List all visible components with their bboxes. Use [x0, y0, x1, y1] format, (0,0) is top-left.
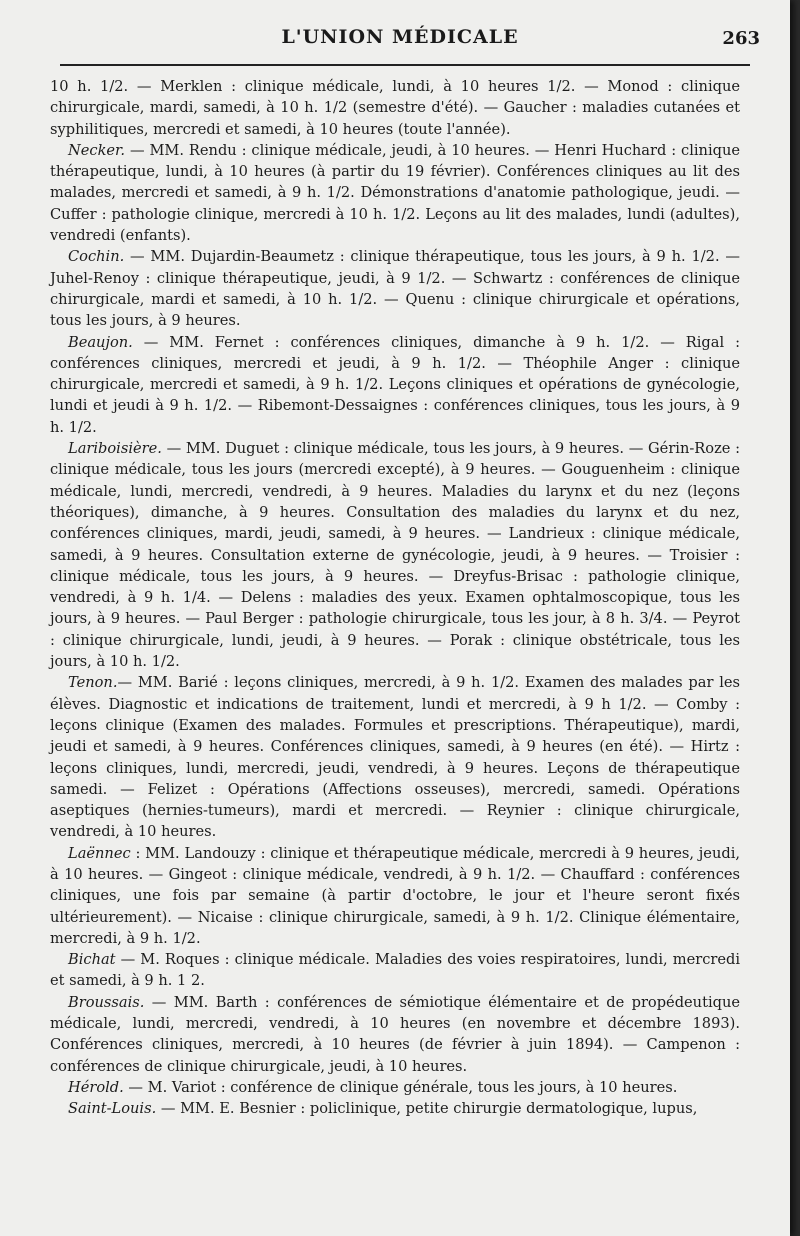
paragraph: [50, 140, 740, 246]
page-header: [40, 22, 760, 52]
hospital-name: Bichat: [68, 951, 116, 969]
paragraph: [50, 843, 740, 949]
paragraph: [50, 76, 740, 140]
hospital-name: Saint-Louis.: [68, 1100, 157, 1118]
paragraph-text: — MM. Dujardin-Beaumetz : clinique thérapeutique, tous les jours, à 9 h. 1/2. — Juhel-Renoy : clinique thérapeutique, jeudi, à 9 1/2. — Schwartz : conférences de clinique chirurgicale, mardi et samedi, à 10 h. 1/2. — Quenu : clinique chirurgicale et opérations, tous les jours, à 9 heures.: [50, 248, 740, 330]
paragraph-text: — MM. Duguet : clinique médicale, tous les jours, à 9 heures. — Gérin-Roze : clinique médicale, tous les jours (mercredi excepté), à 9 heures. — Gouguenheim : clinique médicale, lundi, mercredi, vendredi, à 9 heures. Maladies du larynx et du nez (leçons théoriques), dimanche, à 9 heures. Consultation des maladies du larynx et du nez, conférences cliniques, mardi, jeudi, samedi, à 9 heures. — Landrieux : clinique médicale, samedi, à 9 heures. Consultation externe de gynécologie, jeudi, à 9 heures. — Troisier : clinique médicale, tous les jours, à 9 heures. — Dreyfus-Brisac : pathologie clinique, vendredi, à 9 h. 1/4. — Delens : maladies des yeux. Examen ophtalmoscopique, tous les jours, à 9 heures. — Paul Berger : pathologie chirurgicale, tous les jour, à 8 h. 3/4. — Peyrot : clinique chirurgicale, lundi, jeudi, à 9 heures. — Porak : clinique obstétricale, tous les jours, à 10 h. 1/2.: [50, 440, 740, 671]
paragraph: [50, 246, 740, 331]
paragraph-text: — MM. Fernet : conférences cliniques, dimanche à 9 h. 1/2. — Rigal : conférences cliniques, mercredi et jeudi, à 9 h. 1/2. — Théophile Anger : clinique chirurgicale, mercredi et samedi, à 9 h. 1/2. Leçons cliniques et opérations de gynécologie, lundi et jeudi à 9 h. 1/2. — Ribemont-Dessaignes : conférences cliniques, tous les jours, à 9 h. 1/2.: [50, 333, 740, 436]
paragraph: [50, 992, 740, 1077]
paragraph: [50, 1098, 740, 1119]
paragraph-text: — M. Roques : clinique médicale. Maladies des voies respiratoires, lundi, mercredi et samedi, à 9 h. 1 2.: [50, 951, 740, 990]
paragraph: [50, 332, 740, 438]
paragraph: [50, 438, 740, 672]
paragraph-text: : MM. Landouzy : clinique et thérapeutique médicale, mercredi à 9 heures, jeudi, à 10 heures. — Gingeot : clinique médicale, vendredi, à 9 h. 1/2. — Chauffard : conférences cliniques, une fois par semaine (à partir d'octobre, le jour et l'heure seront fixés ultérieurement). — Nicaise : clinique chirurgicale, samedi, à 9 h. 1/2. Clinique élémentaire, mercredi, à 9 h. 1/2.: [50, 844, 740, 947]
paragraph: [50, 1077, 740, 1098]
paragraph-text: — MM. Rendu : clinique médicale, jeudi, à 10 heures. — Henri Huchard : clinique thérapeutique, lundi, à 10 heures (à partir du 19 février). Conférences cliniques au lit des malades, mercredi et samedi, à 9 h. 1/2. Démonstrations d'anatomie pathologique, jeudi. — Cuffer : pathologie clinique, mercredi à 10 h. 1/2. Leçons au lit des malades, lundi (adultes), vendredi (enfants).: [50, 141, 740, 245]
hospital-name: Hérold.: [68, 1078, 124, 1096]
running-title: L'UNION MÉDICALE: [281, 26, 519, 48]
page-number: 263: [722, 28, 760, 49]
paragraph-text: — M. Variot : conférence de clinique générale, tous les jours, à 10 heures.: [123, 1078, 678, 1096]
body-text: [50, 76, 740, 1120]
hospital-name: Broussais.: [68, 993, 145, 1011]
paragraph: [50, 949, 740, 992]
paragraph: [50, 672, 740, 842]
hospital-name: Lariboisière.: [68, 440, 162, 458]
paragraph-text: 10 h. 1/2. — Merklen : clinique médicale, lundi, à 10 heures 1/2. — Monod : clinique chirurgicale, mardi, samedi, à 10 h. 1/2 (semestre d'été). — Gaucher : maladies cutanées et syphilitiques, mercredi et samedi, à 10 heures (toute l'année).: [50, 78, 740, 138]
hospital-name: Cochin.: [68, 248, 125, 266]
paragraph-text: — MM. E. Besnier : policlinique, petite chirurgie dermatologique, lupus,: [156, 1100, 698, 1118]
hospital-name: Tenon.: [68, 674, 118, 692]
paragraph-text: — MM. Barth : conférences de sémiotique élémentaire et de propédeutique médicale, lundi, mercredi, vendredi, à 10 heures (en novembre et décembre 1893). Conférences cliniques, mercredi, à 10 heures (de février à juin 1894). — Campenon : conférences de clinique chirurgicale, jeudi, à 10 heures.: [50, 993, 740, 1075]
header-rule: [60, 64, 750, 66]
paragraph-text: — MM. Barié : leçons cliniques, mercredi, à 9 h. 1/2. Examen des malades par les élèves. Diagnostic et indications de traitement, lundi et mercredi, à 9 h 1/2. — Comby : leçons clinique (Examen des malades. Formules et prescriptions. Thérapeutique), mardi, jeudi et samedi, à 9 heures. Conférences cliniques, samedi, à 9 heures (en été). — Hirtz : leçons cliniques, lundi, mercredi, jeudi, vendredi, à 9 heures. Leçons de thérapeutique samedi. — Felizet : Opérations (Affections osseuses), mercredi, samedi. Opérations aseptiques (hernies-tumeurs), mardi et mercredi. — Reynier : clinique chirurgicale, vendredi, à 10 heures.: [50, 674, 740, 841]
hospital-name: Laënnec: [68, 844, 131, 862]
hospital-name: Beaujon.: [68, 333, 133, 351]
hospital-name: Necker.: [68, 141, 126, 159]
